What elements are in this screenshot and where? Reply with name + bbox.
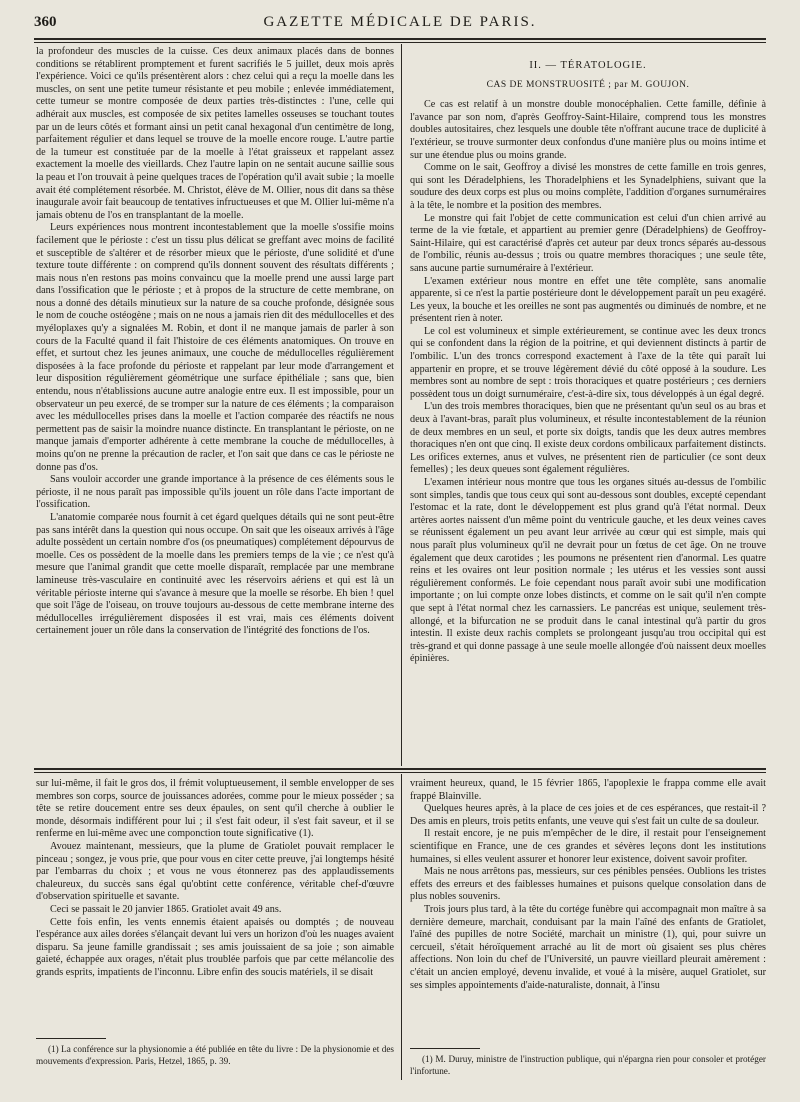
column-divider	[401, 44, 402, 766]
page-number: 360	[34, 14, 57, 30]
article-title: CAS DE MONSTRUOSITÉ ; par M. GOUJON.	[486, 79, 690, 90]
paragraph: Trois jours plus tard, à la tête du cortége funèbre qui accompagnait mon maître à sa dernière demeure, marchait, conduisant par la main l'aîné des enfants de Gratiolet, l'aîné des pupilles de notre Société, marchait un ministre (1), qui, pour suivre un cercueil, s'était héroïquement arraché au lit de mort où gisaient ses plus chères affections. Non loin du chef de l'Université, un pauvre vieillard pleurait amèrement : c'était un ancien employé, devenu invalide, et voué à la misère, auquel Gratiolet, sur ses simples appointements d'aide-naturaliste, donnait, à l'insu	[410, 903, 766, 991]
paragraph: Comme on le sait, Geoffroy a divisé les monstres de cette famille en trois genres, qui sont les Déradelphiens, les Thoradelphiens et les Synadelphiens, suivant que la soudure des deux corps est plus ou moins complète, l'addition d'organes surnuméraires à la tête, le nombre et la position des membres.	[410, 162, 766, 211]
column-divider-lower	[401, 774, 402, 1080]
lower-right-column	[410, 778, 766, 1040]
paragraph: Avouez maintenant, messieurs, que la plume de Gratiolet pouvait remplacer le pinceau ; songez, je vous prie, que pour vous en citer cette preuve, j'ai longtemps hésité par l'embarras du choix ; et vous ne vous étonnerez pas des applaudissements chaleureux, du succès sans égal qu'obtint cette conférence, véritable chef-d'œuvre d'observation spirituelle et savante.	[36, 840, 394, 903]
paragraph: L'examen extérieur nous montre en effet une tête complète, sans anomalie apparente, si ce n'est la partie postérieure dont le développement paraît un peu exagéré. Les yeux, la bouche et les oreilles ne sont pas augmentés ou diminués de nombre, et ne présentent rien à noter.	[410, 275, 766, 325]
paragraph: L'anatomie comparée nous fournit à cet égard quelques détails qui ne sont peut-être pas sans intérêt dans la question qui nous occupe. On sait que les oiseaux arrivés à l'âge adulte possèdent un certain nombre d'os (os pneumatiques) complétement dépourvus de moelle. Ces os possèdent de la moelle dans les premiers temps de la vie ; ce n'est qu'à mesure que l'animal grandit que cette moelle disparaît, remplacée par une membrane lamineuse très-vasculaire en continuité avec les réservoirs aériens et qui est là un véritable périoste interne qui s'avance à mesure que la moelle se résorbe. Eh bien ! quel que soit l'âge de l'oiseau, on trouve toujours au-dessous de cette membrane interne des médullocelles irrégulièrement disposées il est vrai, mais ces éléments doivent certainement jouer un rôle dans la conservation de l'intégrité des fonctions de l'os.	[36, 511, 394, 637]
paragraph: Sans vouloir accorder une grande importance à la présence de ces éléments sous le périoste, il ne nous paraît pas impossible qu'ils jouent un rôle dans l'acte important de l'ossification.	[36, 474, 394, 511]
paragraph: Mais ne nous arrêtons pas, messieurs, sur ces pénibles pensées. Oublions les tristes effets des erreurs et des faiblesses humaines et puisons quelque consolation dans de plus nobles souvenirs.	[410, 866, 766, 903]
paragraph: Leurs expériences nous montrent incontestablement que la moelle s'ossifie moins facilement que le périoste : c'est un tissu plus délicat se greffant avec moins de facilité et susceptible de s'altérer et de résorber mieux que le périoste, d'une solidité et d'une texture toute différente : on comprend qu'ils donnent souvent des résultats différents ; mais nous n'en restons pas moins convaincu que la moelle prend une aussi large part dans l'ossification que le périoste ; et à propos de la structure de cette membrane, on nous a donné des détails minutieux sur la nature de sa couche profonde, désignée sous le nom de couche ostéogène ; mais on ne nous a jamais rien dit des médullocelles et des myéloplaxes qu'y a signalées M. Robin, et dont il ne manque jamais de parler à son cours de la Faculté quand il fait l'histoire de ces éléments anatomiques. On trouve en effet, et surtout chez les jeunes animaux, une couche de médullocelles régulièrement disposées à la face profonde du périoste et rappelant par leur mode d'arrangement et leur disposition régulièrement géométrique une surface épithéliale ; sans que, bien entendu, nous n'établissions aucune autre analogie entre eux. Il est impossible, pour un observateur un peu exercé, de se tromper sur la nature de ces éléments ; la comparaison avec les médullocelles prises dans la moelle et l'action comparée des réactifs ne nous permettent pas de saisir la moindre nuance distincte. En transplantant le périoste, on ne manque jamais d'emporter adhérente à cette membrane la couche de médullocelles, à moins qu'on ne prenne la précaution de racler, et l'on sait que dans ce cas le périoste ne donne pas d'os.	[36, 222, 394, 473]
section-divider-thin	[34, 772, 766, 773]
paragraph: L'examen intérieur nous montre que tous les organes situés au-dessus de l'ombilic sont simples, tandis que tous ceux qui sont au-dessous sont doubles, excepté cependant l'estomac et la rate, dont le développement est plus grand qu'à l'état normal. Deux artères aortes naissent d'un même point du ventricule gauche, et les deux veines caves se réunissent également un peu avant leur arrivée au cœur qui est simple, mais qui nous paraît plus volumineux qu'il ne devrait pour un fœtus de cet âge. On ne trouve également que deux carotides ; les poumons ne présentent rien d'anormal. Les quatre reins et les ovaires ont leur position normale ; les utérus et les vessies sont aussi régulièrement conformés. Le foie cependant nous paraît avoir subi une modification importante ; on lui compte onze lobes distincts, et comme on le sait qu'il n'en compte que sept à l'état normal chez les carnassiers. Le pancréas est unique, seulement très-allongé, et la bifurcation ne se produit dans le canal intestinal qu'à partir du gros intestin. Il existe deux rachis complets se prolongeant jusqu'au trou occipital qui est très-grand et qui donne passage à une seule moelle allongée d'où naissent deux moelles épinières.	[410, 477, 766, 665]
paragraph: L'un des trois membres thoraciques, bien que ne présentant qu'un seul os au bras et deux à l'avant-bras, paraît plus volumineux, et résulte incontestablement de la réunion de deux membres en un seul, et porte six doigts, tandis que les deux autres membres thoraciques n'en ont que cinq. Il existe deux cordons ombilicaux parfaitement distincts. Les orifices externes, anus et vulves, ne présentent rien de particulier (ce sont deux femelles) ; les deux queues sont également régulières.	[410, 401, 766, 476]
paragraph: la profondeur des muscles de la cuisse. Ces deux animaux placés dans de bonnes conditions se rétablirent promptement et furent sacrifiés le 5 juillet, deux mois après l'expérience. Voici ce qu'ils présentèrent alors : chez celui qui a reçu la moelle dans les muscles, on sent une petite tumeur résistante et peu mobile ; enlevée immédiatement, cette tumeur se montre composée de deux parties très-distinctes : l'une, celle qui adhérait aux muscles, est composée de six petites lamelles osseuses se touchant toutes par un de leurs côtés et formant ainsi un petit canal hexagonal d'un centimètre de long, parfaitement régulier et dans lequel se trouve de la moelle encore rouge. L'autre partie de la tumeur est constituée par de la moelle à l'état graisseux et rappelant assez exactement la moelle des vieillards. Chez l'autre lapin on ne sentait aucune saillie sous la peau et l'on trouvait à peine quelques traces de l'opération qu'il avait subie ; la moelle avait été complétement résorbée. M. Christot, élève de M. Ollier, nous dit dans sa thèse inaugurale avoir fait beaucoup de tentatives infructueuses et que M. Ollier lui-même n'a jamais obtenu de l'os en transplantant de la moelle.	[36, 46, 394, 221]
upper-left-column	[36, 46, 394, 756]
page-header	[34, 12, 766, 38]
paragraph: sur lui-même, il fait le gros dos, il frémit voluptueusement, il semble envelopper de ses membres son corps, source de jouissances adorées, comme pour le mieux posséder ; sa tête se retire doucement entre ses deux épaules, on sent qu'il cherche à oublier le monde, désormais indifférent pour lui ; il s'est fait odeur, il s'est fait saveur, et il se renferme en lui-même avec une componction toute significative (1).	[36, 778, 394, 840]
footnote-rule	[410, 1048, 480, 1049]
footnote-text: (1) La conférence sur la physionomie a été publiée en tête du livre : De la physionomie et des mouvements d'expression. Paris, Hetzel, 1865, p. 39.	[36, 1044, 394, 1066]
footnote-right	[410, 1054, 766, 1077]
section-title: II. — TÉRATOLOGIE.	[529, 60, 647, 71]
paragraph: Cette fois enfin, les vents ennemis étaient apaisés ou domptés ; de nouveau l'espérance aux ailes dorées s'élançait devant lui vers un horizon d'où les nuages avaient disparu. Sa jeune famille grandissait ; ses amis jouissaient de sa joie ; son aimable gaieté, échappée aux orages, n'était plus troublée parfois que par cette mélancolie des grands esprits, impatients de l'inconnu. Libre enfin des soucis matériels, il se disait	[36, 916, 394, 978]
paragraph: Le monstre qui fait l'objet de cette communication est celui d'un chien arrivé au terme de la vie fœtale, et appartient au premier genre (Déradelphiens) de Geoffroy-Saint-Hilaire, qui est caractérisé d'après cet auteur par deux troncs séparés au-dessous de l'ombilic, réunis au-dessus ; trois ou quatre membres thoraciques ; une seule tête, sans aucune partie surnuméraire à l'extérieur.	[410, 212, 766, 274]
footnote-rule	[36, 1038, 106, 1039]
paragraph: Il restait encore, je ne puis m'empêcher de le dire, il restait pour l'enseignement scientifique en France, une de ces grandes et sévères leçons dont les institutions humaines, si elles veulent assurer et honorer leur existence, doivent savoir profiter.	[410, 828, 766, 865]
paragraph: Quelques heures après, à la place de ces joies et de ces espérances, que restait-il ? Des amis en pleurs, trois petits enfants, une veuve qui s'est fait un culte de sa douleur.	[410, 803, 766, 827]
section-divider	[34, 768, 766, 770]
paragraph: Ceci se passait le 20 janvier 1865. Gratiolet avait 49 ans.	[50, 903, 282, 915]
footnote-left	[36, 1044, 394, 1067]
header-rule	[34, 38, 766, 40]
paragraph: vraiment heureux, quand, le 15 février 1865, l'apoplexie le frappa comme elle avait frappé Blainville.	[410, 778, 766, 802]
paragraph: Ce cas est relatif à un monstre double monocéphalien. Cette famille, définie à l'avance par son nom, d'après Geoffroy-Saint-Hilaire, comprend tous les monstres doubles autositaires, chez lesquels une double tête n'offrant aucune trace de duplicité à l'extérieur, se trouve surmonter deux confondus d'une manière plus ou moins intime et sur une étendue plus ou moins grande.	[410, 99, 766, 161]
paragraph: Le col est volumineux et simple extérieurement, se continue avec les deux troncs qui se confondent dans la région de la poitrine, et qui deviennent distincts à partir de l'ombilic. L'un des troncs correspond exactement à l'axe de la tête qui paraît lui appartenir en propre, et se trouve légèrement dévié du côté opposé à la soudure. Les membres sont au nombre de sept : trois thoraciques et quatre postérieurs ; ces derniers possèdent tous un doigt surnuméraire, c'est-à-dire six, tous développés à un égal degré.	[410, 325, 766, 400]
journal-title: GAZETTE MÉDICALE DE PARIS.	[263, 14, 537, 30]
lower-left-column	[36, 778, 394, 1028]
header-rule-thin	[34, 42, 766, 43]
upper-right-column	[410, 46, 766, 766]
footnote-text: (1) M. Duruy, ministre de l'instruction publique, qui n'épargna rien pour consoler et protéger l'infortune.	[410, 1054, 766, 1076]
